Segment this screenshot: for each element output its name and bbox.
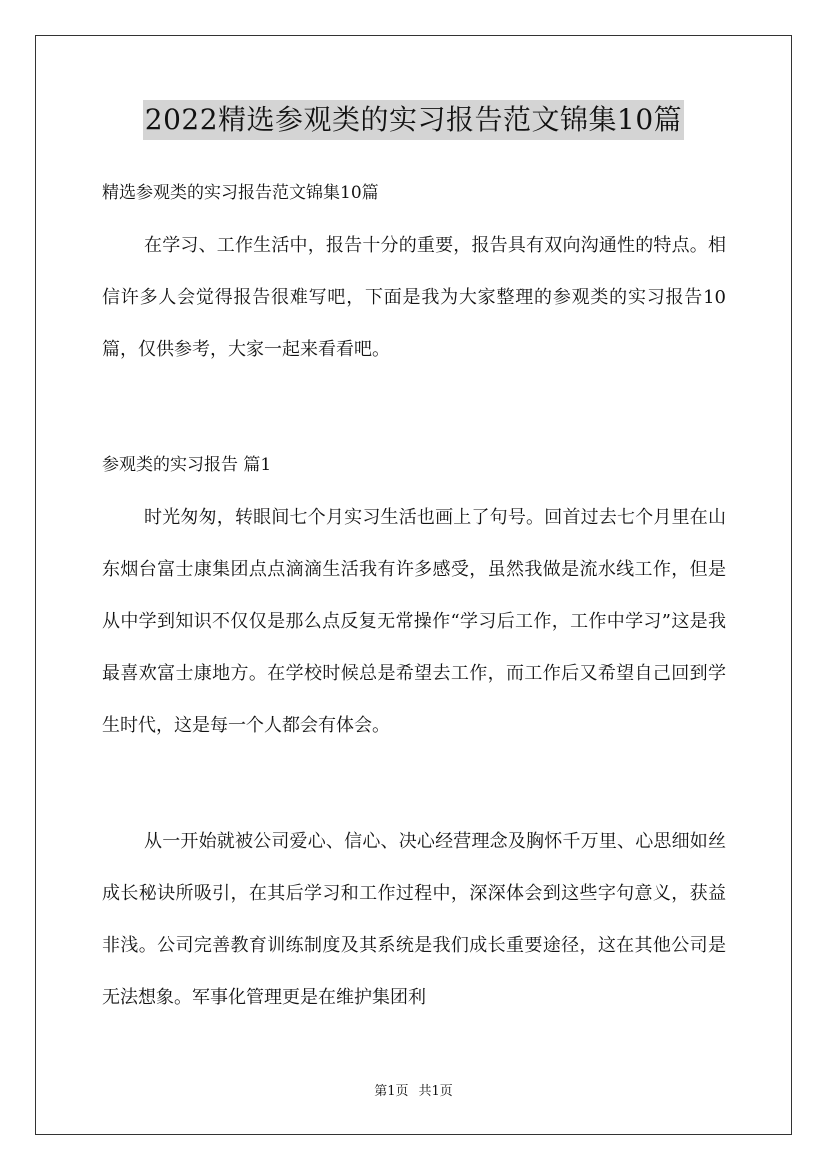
body-paragraph-1: 时光匆匆，转眼间七个月实习生活也画上了句号。回首过去七个月里在山东烟台富士康集团点点滴滴生活我有许多感受，虽然我做是流水线工作，但是从中学到知识不仅仅是那么点反复无常操作“学习后工作，工作中学习”这是我最喜欢富士康地方。在学校时候总是希望去工作，而工作后又希望自己回到学生时代，这是每一个人都会有体会。 [102,507,726,736]
page-total: 共1页 [418,1084,453,1099]
document-subtitle: 精选参观类的实习报告范文锦集10篇 [102,183,379,203]
intro-paragraph: 在学习、工作生活中，报告十分的重要，报告具有双向沟通性的特点。相信许多人会觉得报告很难写吧，下面是我为大家整理的参观类的实习报告10篇，仅供参考，大家一起来看看吧。 [102,235,726,360]
section-heading: 参观类的实习报告 篇1 [102,455,272,475]
page-footer [0,1083,827,1101]
document-title: 2022精选参观类的实习报告范文锦集10篇 [143,100,684,140]
body-paragraph-2: 从一开始就被公司爱心、信心、决心经营理念及胸怀千万里、心思细如丝成长秘诀所吸引，在其后学习和工作过程中，深深体会到这些字句意义，获益非浅。公司完善教育训练制度及其系统是我们成长重要途径，这在其他公司是无法想象。军事化管理更是在维护集团利 [102,831,726,1008]
page-number: 第1页 [374,1084,409,1099]
title-container [0,100,827,140]
